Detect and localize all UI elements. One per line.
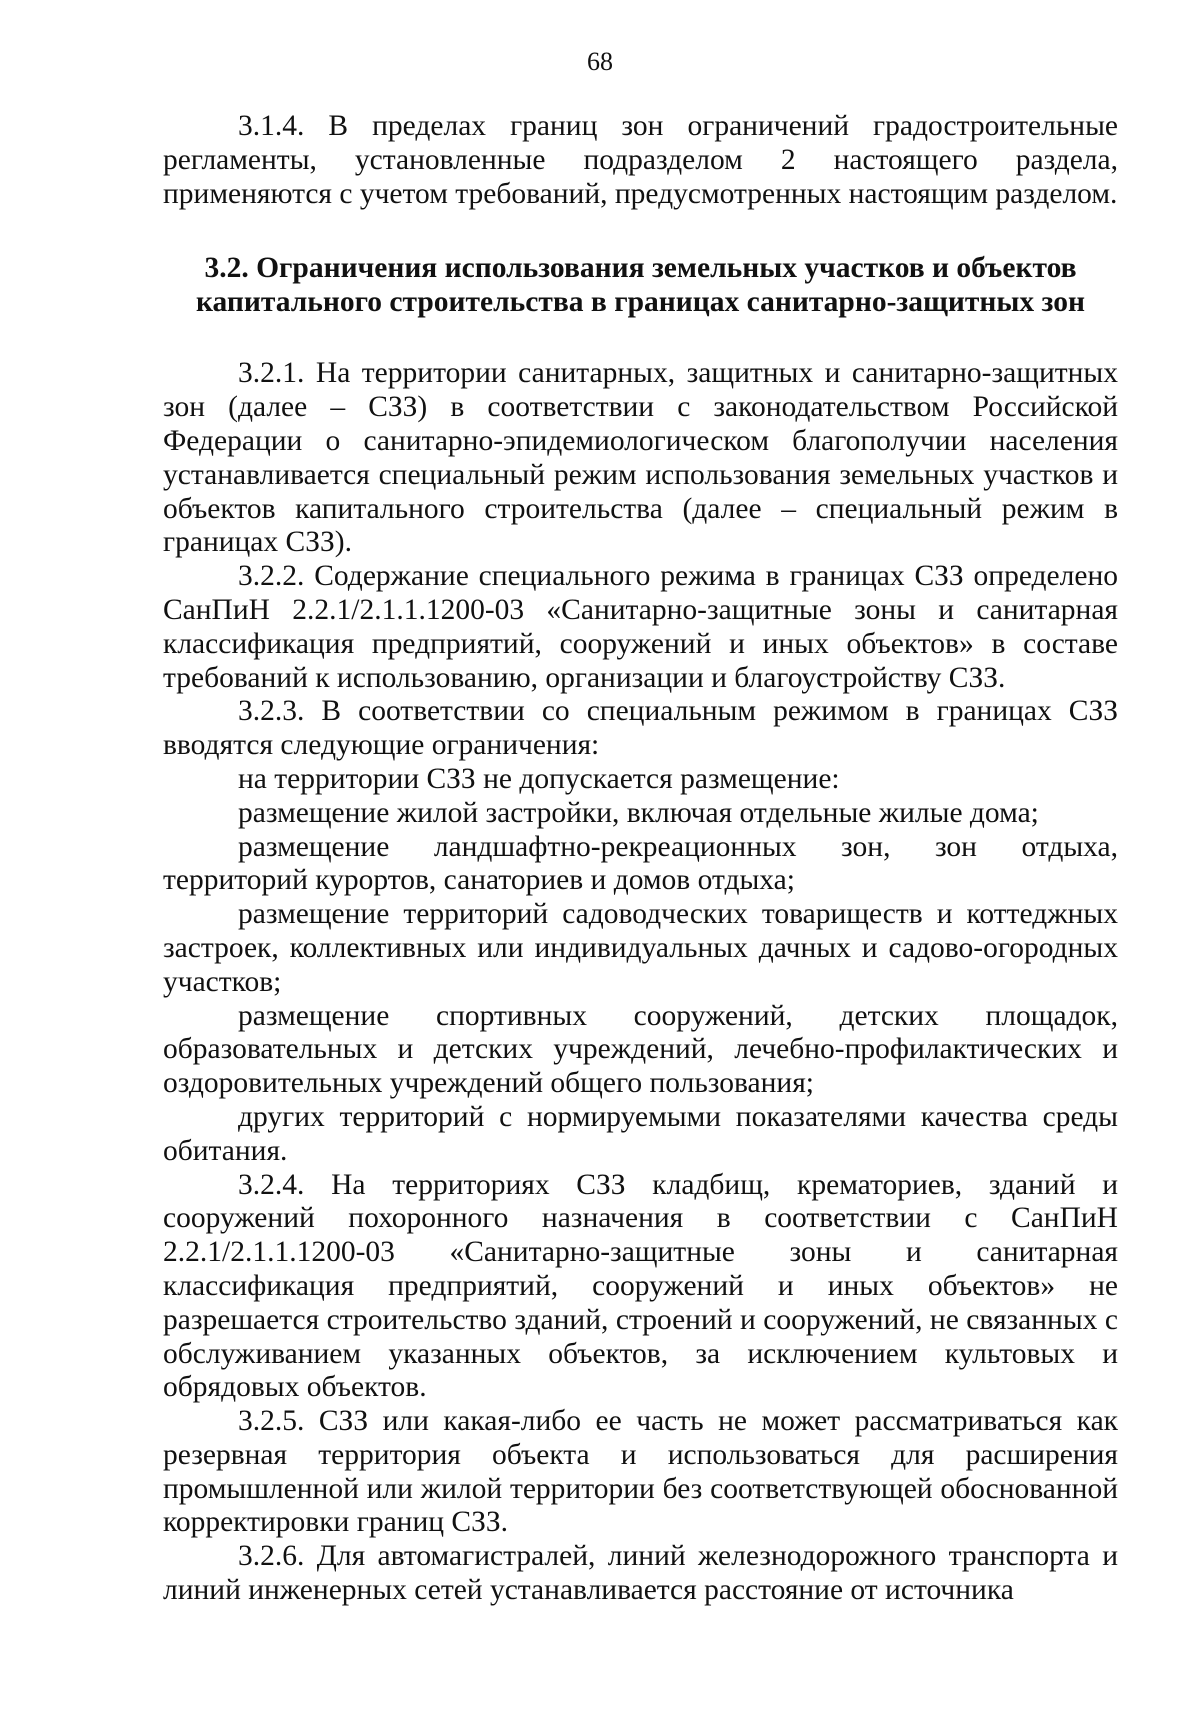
section-heading [163, 251, 1118, 319]
restriction-item-recreation: размещение ландшафтно-рекреационных зон, зон отдыха, территорий курортов, санаториев и домов отдыха; [163, 830, 1118, 897]
restriction-item-housing: размещение жилой застройки, включая отдельные жилые дома; [238, 796, 1039, 829]
document-body [163, 110, 1118, 1608]
page-number: 68 [587, 47, 613, 76]
restriction-intro: на территории СЗЗ не допускается размещение: [238, 762, 840, 795]
paragraph-3-2-5: 3.2.5. СЗЗ или какая-либо ее часть не может рассматриваться как резервная территория объекта и использоваться для расширения промышленной или жилой территории без соответствующей обоснованной корректировки границ СЗЗ. [163, 1405, 1118, 1539]
section-heading-line-2: капитального строительства в границах санитарно-защитных зон [195, 286, 1085, 319]
paragraph-3-2-1: 3.2.1. На территории санитарных, защитных и санитарно-защитных зон (далее – СЗЗ) в соответствии с законодательством Российской Федерации о санитарно-эпидемиологическом благополучии населения устанавливается специальный режим использования земельных участков и объектов капитального строительства (далее – специальный режим в границах СЗЗ). [163, 357, 1118, 559]
paragraph-3-2-3: 3.2.3. В соответствии со специальным режимом в границах СЗЗ вводятся следующие ограничения: [163, 695, 1118, 762]
paragraph-3-2-2: 3.2.2. Содержание специального режима в границах СЗЗ определено СанПиН 2.2.1/2.1.1.1200-03 «Санитарно-защитные зоны и санитарная классификация предприятий, сооружений и иных объектов» в составе требований к использованию, организации и благоустройству СЗЗ. [163, 560, 1118, 694]
restriction-item-sports-education: размещение спортивных сооружений, детских площадок, образовательных и детских учреждений, лечебно-профилактических и оздоровительных учреждений общего пользования; [163, 999, 1118, 1100]
paragraph-3-2-6: 3.2.6. Для автомагистралей, линий железнодорожного транспорта и линий инженерных сетей устанавливается расстояние от источника [163, 1540, 1118, 1607]
restriction-item-other: других территорий с нормируемыми показателями качества среды обитания. [163, 1100, 1118, 1167]
section-heading-line-1: 3.2. Ограничения использования земельных участков и объектов [204, 252, 1077, 285]
paragraph-3-2-4: 3.2.4. На территориях СЗЗ кладбищ, крематориев, зданий и сооружений похоронного назначения в соответствии с СанПиН 2.2.1/2.1.1.1200-03 «Санитарно-защитные зоны и санитарная классификация предприятий, сооружений и иных объектов» не разрешается строительство зданий, строений и сооружений, не связанных с обслуживанием указанных объектов, за исключением культовых и обрядовых объектов. [163, 1168, 1118, 1404]
restriction-item-gardening: размещение территорий садоводческих товариществ и коттеджных застроек, коллективных или индивидуальных дачных и садово-огородных участков; [163, 898, 1118, 998]
paragraph-3-1-4: 3.1.4. В пределах границ зон ограничений градостроительные регламенты, установленные подразделом 2 настоящего раздела, применяются с учетом требований, предусмотренных настоящим разделом. [163, 110, 1118, 210]
